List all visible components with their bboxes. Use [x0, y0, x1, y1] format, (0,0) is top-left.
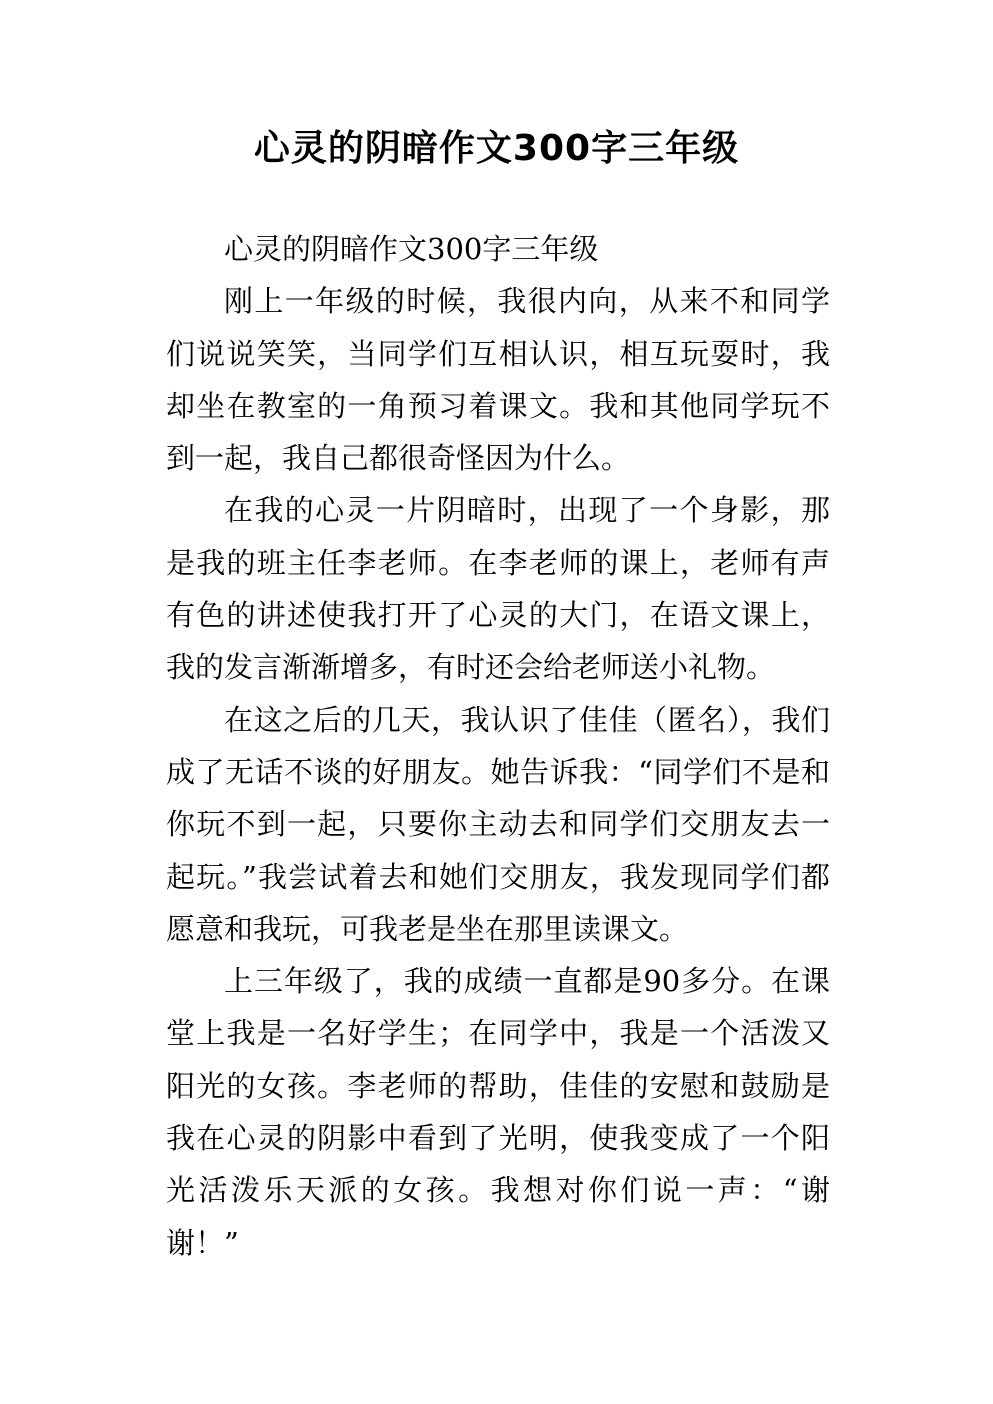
- paragraph: 在我的心灵一片阴暗时，出现了一个身影，那是我的班主任李老师。在李老师的课上，老师有声有色的讲述使我打开了心灵的大门，在语文课上，我的发言渐渐增多，有时还会给老师送小礼物。: [166, 493, 830, 685]
- document-body: [166, 223, 830, 1269]
- paragraph: 刚上一年级的时候，我很内向，从来不和同学们说说笑笑，当同学们互相认识，相互玩耍时，我却坐在教室的一角预习着课文。我和其他同学玩不到一起，我自己都很奇怪因为什么。: [166, 284, 830, 476]
- paragraph: 上三年级了，我的成绩一直都是90多分。在课堂上我是一名好学生；在同学中，我是一个活泼又阳光的女孩。李老师的帮助，佳佳的安慰和鼓励是我在心灵的阴影中看到了光明，使我变成了一个阳光活泼乐天派的女孩。我想对你们说一声：“谢谢！”: [166, 964, 830, 1260]
- paragraph-subtitle: 心灵的阴暗作文300字三年级: [224, 232, 599, 266]
- document-title: 心灵的阴暗作文300字三年级: [253, 128, 740, 169]
- paragraph: 在这之后的几天，我认识了佳佳（匿名），我们成了无话不谈的好朋友。她告诉我：“同学们不是和你玩不到一起，只要你主动去和同学们交朋友去一起玩。”我尝试着去和她们交朋友，我发现同学们都愿意和我玩，可我老是坐在那里读课文。: [166, 702, 830, 946]
